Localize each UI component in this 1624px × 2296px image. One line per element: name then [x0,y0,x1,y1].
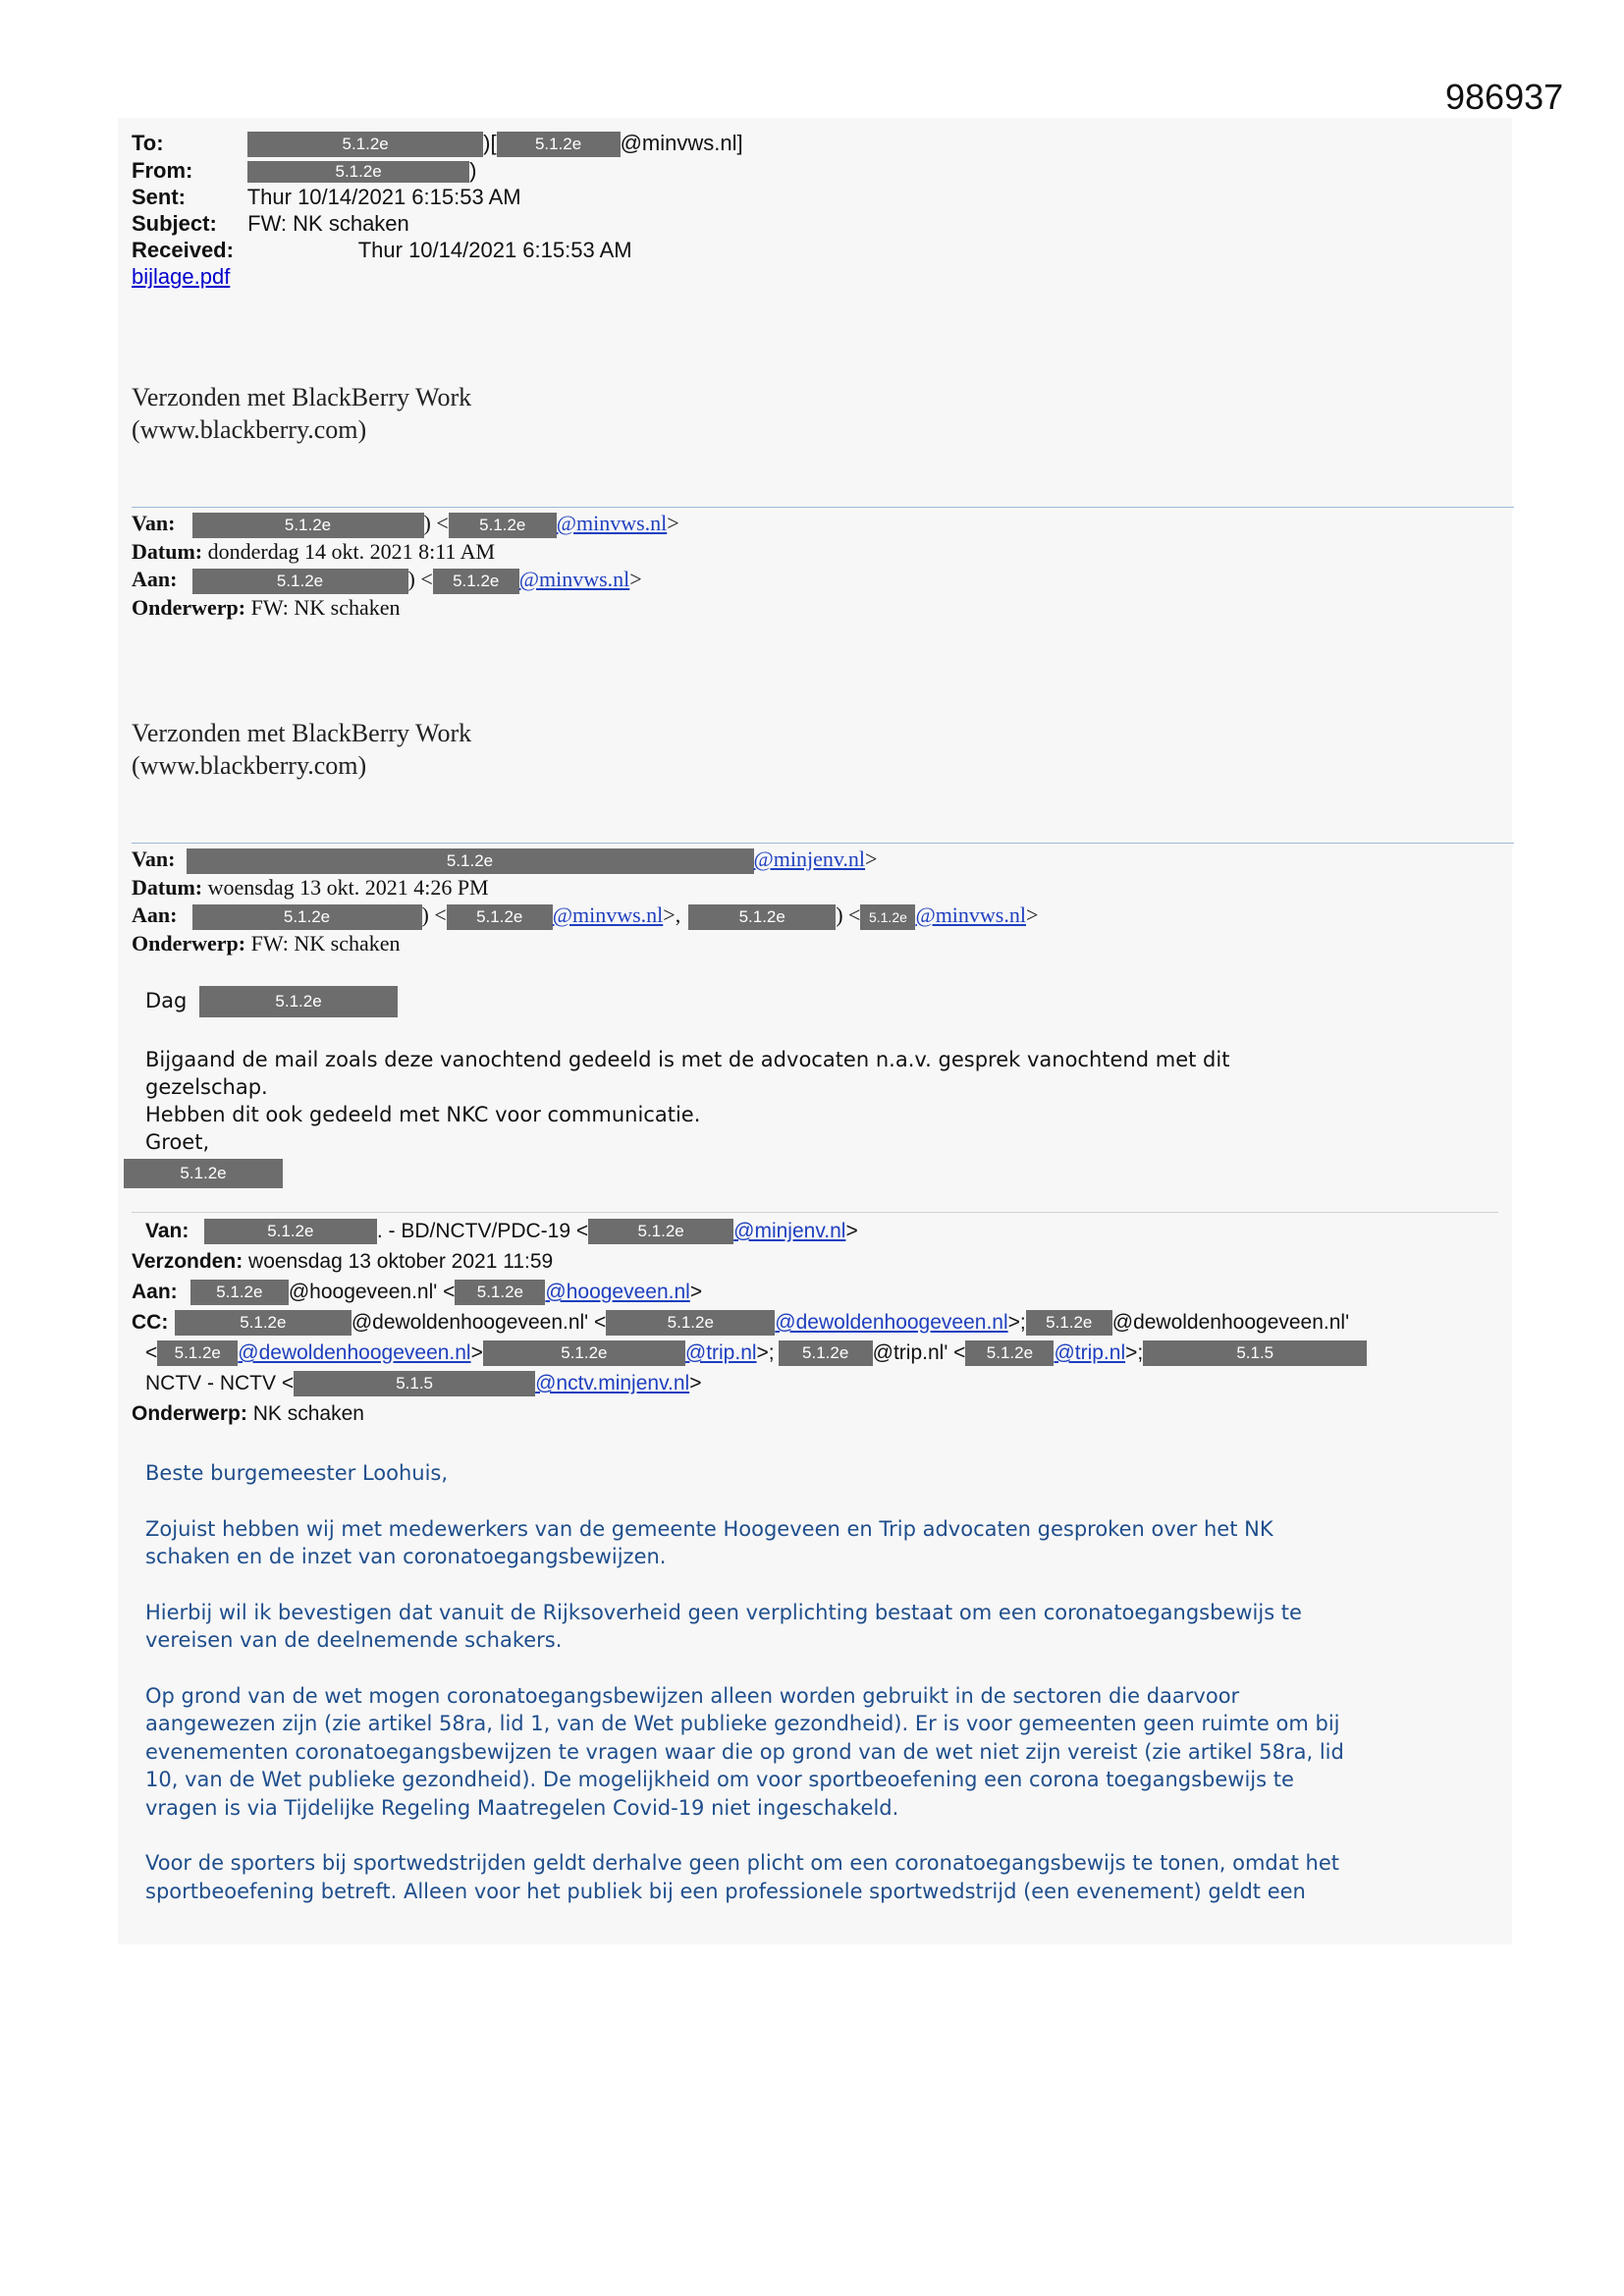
signature-link: (www.blackberry.com) [132,415,367,444]
body-line: Groet, [145,1130,210,1154]
redaction-box: 5.1.2e [247,161,469,183]
redaction-box: 5.1.5 [1143,1340,1367,1366]
header-block [132,130,743,290]
van-label: Van: [132,847,176,871]
body-line: evenementen coronatoegangsbewijzen te vragen waar die op grond van de wet niet zijn vereist (zie artikel 58ra, lid [145,1739,1344,1764]
verzonden-row [132,1246,1367,1277]
redaction-box: 5.1.2e [247,132,483,157]
redaction-box: 5.1.2e [449,513,557,538]
body-line: vragen is via Tijdelijke Regeling Maatregelen Covid-19 niet ingeschakeld. [145,1795,899,1820]
mail-3-header [132,846,1038,957]
body-line: gezelschap. [145,1075,268,1099]
aan-label: Aan: [132,1281,178,1303]
body-line: aangewezen zijn (zie artikel 58ra, lid 1, van de Wet publieke gezondheid). Er is voor gemeenten geen ruimte om bij [145,1712,1340,1735]
cc-email-link[interactable]: @trip.nl [684,1341,757,1364]
subject-label: Subject: [132,211,217,237]
aan-sep: ) < [421,902,447,927]
redaction-box: 5.1.2e [447,904,553,930]
cc-row [132,1307,1367,1338]
greeting-text: Dag [145,989,188,1012]
van-label: Van: [145,1220,189,1242]
body-line: Hierbij wil ik bevestigen dat vanuit de Rijksoverheid geen verplichting bestaat om een coronatoegangsbewijs te [145,1600,1302,1624]
document-id: 986937 [1445,77,1564,117]
cc-email-link[interactable]: @dewoldenhoogeveen.nl [775,1311,1008,1334]
cc-label: CC: [132,1311,169,1334]
mail-3-signoff [124,1159,283,1188]
van-email-link[interactable]: @minjenv.nl [733,1220,846,1242]
mail-4-header [132,1216,1367,1429]
van-close: > [845,1220,858,1242]
to-label: To: [132,131,164,155]
cc-text: @dewoldenhoogeveen.nl' [1111,1311,1350,1334]
cc-text: < [145,1341,158,1364]
signature-line: Verzonden met BlackBerry Work [132,383,472,411]
cc-row-2 [132,1338,1367,1368]
attachment-link[interactable]: bijlage.pdf [132,264,231,290]
body-line: schaken en de inzet van coronatoegangsbewijzen. [145,1545,667,1568]
datum-value: donderdag 14 okt. 2021 8:11 AM [207,538,496,564]
subject-row [132,210,743,237]
to-domain: @minvws.nl] [620,131,743,155]
redaction-box: 5.1.2e [860,904,915,930]
sent-row [132,184,743,210]
received-value: Thur 10/14/2021 6:15:53 AM [357,238,632,263]
redaction-box: 5.1.2e [187,848,754,874]
van-sep: ) < [423,511,449,535]
attachment-row [132,263,743,290]
cc-text: @dewoldenhoogeveen.nl' < [351,1311,607,1334]
redaction-box: 5.1.2e [192,904,422,930]
redaction-box: 5.1.2e [483,1340,685,1366]
subject-value: FW: NK schaken [247,211,409,237]
van-row [132,510,679,538]
to-row [132,130,743,157]
cc-text: NCTV - NCTV < [145,1372,295,1394]
sent-value: Thur 10/14/2021 6:15:53 AM [246,185,521,210]
onderwerp-row [132,594,679,622]
onderwerp-row [132,1398,1367,1429]
onderwerp-label: Onderwerp: [132,930,246,956]
cc-text: > [470,1341,483,1364]
van-label: Van: [132,511,176,535]
aan-label: Aan: [132,902,178,927]
cc-text: @trip.nl' < [872,1341,966,1364]
cc-email-link[interactable]: @trip.nl [1054,1341,1126,1364]
divider [132,507,1514,508]
aan-email-link[interactable]: @minvws.nl [518,566,630,591]
to-sep: )[ [483,131,497,155]
mail-3-greeting [145,986,398,1017]
redaction-box: 5.1.2e [779,1340,873,1366]
redaction-box: 5.1.2e [433,569,519,594]
aan-label: Aan: [132,566,178,591]
cc-text: >; [756,1341,775,1364]
datum-row [132,538,679,566]
onderwerp-label: Onderwerp: [132,1402,247,1425]
van-row [132,1216,1367,1246]
aan-row [132,902,1038,930]
from-tail: ) [469,158,477,184]
from-row [132,157,743,184]
aan-sep: ) < [407,566,433,591]
datum-label: Datum: [132,538,203,564]
aan-email-link[interactable]: @hoogeveen.nl [545,1281,690,1303]
signature-link: (www.blackberry.com) [132,751,367,780]
divider [132,1212,1498,1213]
aan-email-link[interactable]: @minvws.nl [915,902,1026,927]
datum-value: woensdag 13 okt. 2021 4:26 PM [207,874,489,900]
aan-email-link[interactable]: @minvws.nl [552,902,664,927]
received-label: Received: [132,238,234,263]
datum-row [132,874,1038,902]
cc-text: >; [1125,1341,1144,1364]
cc-email-link[interactable]: @dewoldenhoogeveen.nl [238,1341,471,1364]
body-line: vereisen van de deelnemende schakers. [145,1628,563,1652]
onderwerp-row [132,930,1038,957]
van-close: > [865,847,878,871]
verzonden-value: woensdag 13 oktober 2021 11:59 [248,1250,554,1273]
aan-sep: ) < [836,902,861,927]
aan-row [132,566,679,594]
body-line: Zojuist hebben wij met medewerkers van de gemeente Hoogeveen en Trip advocaten gesproken over het NK [145,1516,1273,1541]
redaction-box: 5.1.2e [455,1280,545,1305]
redaction-box: 5.1.5 [294,1371,535,1396]
redaction-box: 5.1.2e [606,1310,775,1336]
body-line: Hebben dit ook gedeeld met NKC voor communicatie. [145,1103,701,1126]
redaction-box: 5.1.2e [190,1280,289,1305]
aan-mid: >, [663,902,681,927]
body-line: Op grond van de wet mogen coronatoegangsbewijzen alleen worden gebruikt in de sectoren die daarvoor [145,1683,1240,1708]
cc-row-3 [132,1368,1367,1398]
divider [132,843,1514,844]
redaction-box: 5.1.2e [192,513,424,538]
van-row [132,846,1038,874]
redaction-box: 5.1.2e [175,1310,352,1336]
onderwerp-value: FW: NK schaken [250,594,401,620]
aan-row [132,1277,1367,1307]
signature-2 [132,717,471,782]
signature-line: Verzonden met BlackBerry Work [132,719,472,747]
aan-text: @hoogeveen.nl' < [288,1281,456,1303]
verzonden-label: Verzonden: [132,1250,244,1273]
aan-close: > [629,566,642,591]
body-line: Bijgaand de mail zoals deze vanochtend gedeeld is met de advocaten n.a.v. gesprek vanochtend met dit [145,1048,1230,1071]
body-line: 10, van de Wet publieke gezondheid). De mogelijkheid om voor sportbeoefening een corona toegangsbewijs te [145,1768,1294,1791]
sent-label: Sent: [132,185,186,210]
redaction-box: 5.1.2e [124,1159,283,1188]
mail-3-body [145,1046,1229,1156]
datum-label: Datum: [132,874,203,900]
redaction-box: 5.1.2e [157,1340,238,1366]
redaction-box: 5.1.2e [588,1219,733,1244]
redaction-box: 5.1.2e [688,904,836,930]
body-line: Voor de sporters bij sportwedstrijden geldt derhalve geen plicht om een coronatoegangsbewijs te tonen, omdat het [145,1851,1339,1875]
redaction-box: 5.1.2e [204,1219,377,1244]
cc-email-link[interactable]: @nctv.minjenv.nl [535,1372,690,1394]
van-close: > [667,511,679,535]
aan-close: > [1025,902,1039,927]
salutation: Beste burgemeester Loohuis, [145,1461,449,1485]
onderwerp-label: Onderwerp: [132,594,246,620]
cc-text: > [689,1372,702,1394]
van-mid: . - BD/NCTV/PDC-19 < [376,1220,589,1242]
mail-4-body [145,1459,1344,1905]
cc-text: >; [1007,1311,1026,1334]
received-row [132,237,743,263]
van-email-link[interactable]: @minvws.nl [556,511,668,535]
onderwerp-value: FW: NK schaken [250,930,401,956]
redaction-box: 5.1.2e [199,986,398,1017]
van-email-link[interactable]: @minjenv.nl [753,847,866,871]
from-label: From: [132,158,193,184]
redaction-box: 5.1.2e [965,1340,1054,1366]
onderwerp-value: NK schaken [252,1402,364,1425]
redaction-box: 5.1.2e [497,132,621,157]
redaction-box: 5.1.2e [192,569,408,594]
redaction-box: 5.1.2e [1026,1310,1112,1336]
mail-2-header [132,510,679,622]
signature-1 [132,381,471,446]
body-line: sportbeoefening betreft. Alleen voor het publiek bij een professionele sportwedstrijd (een evenement) geldt een [145,1879,1306,1903]
aan-close: > [689,1281,703,1303]
